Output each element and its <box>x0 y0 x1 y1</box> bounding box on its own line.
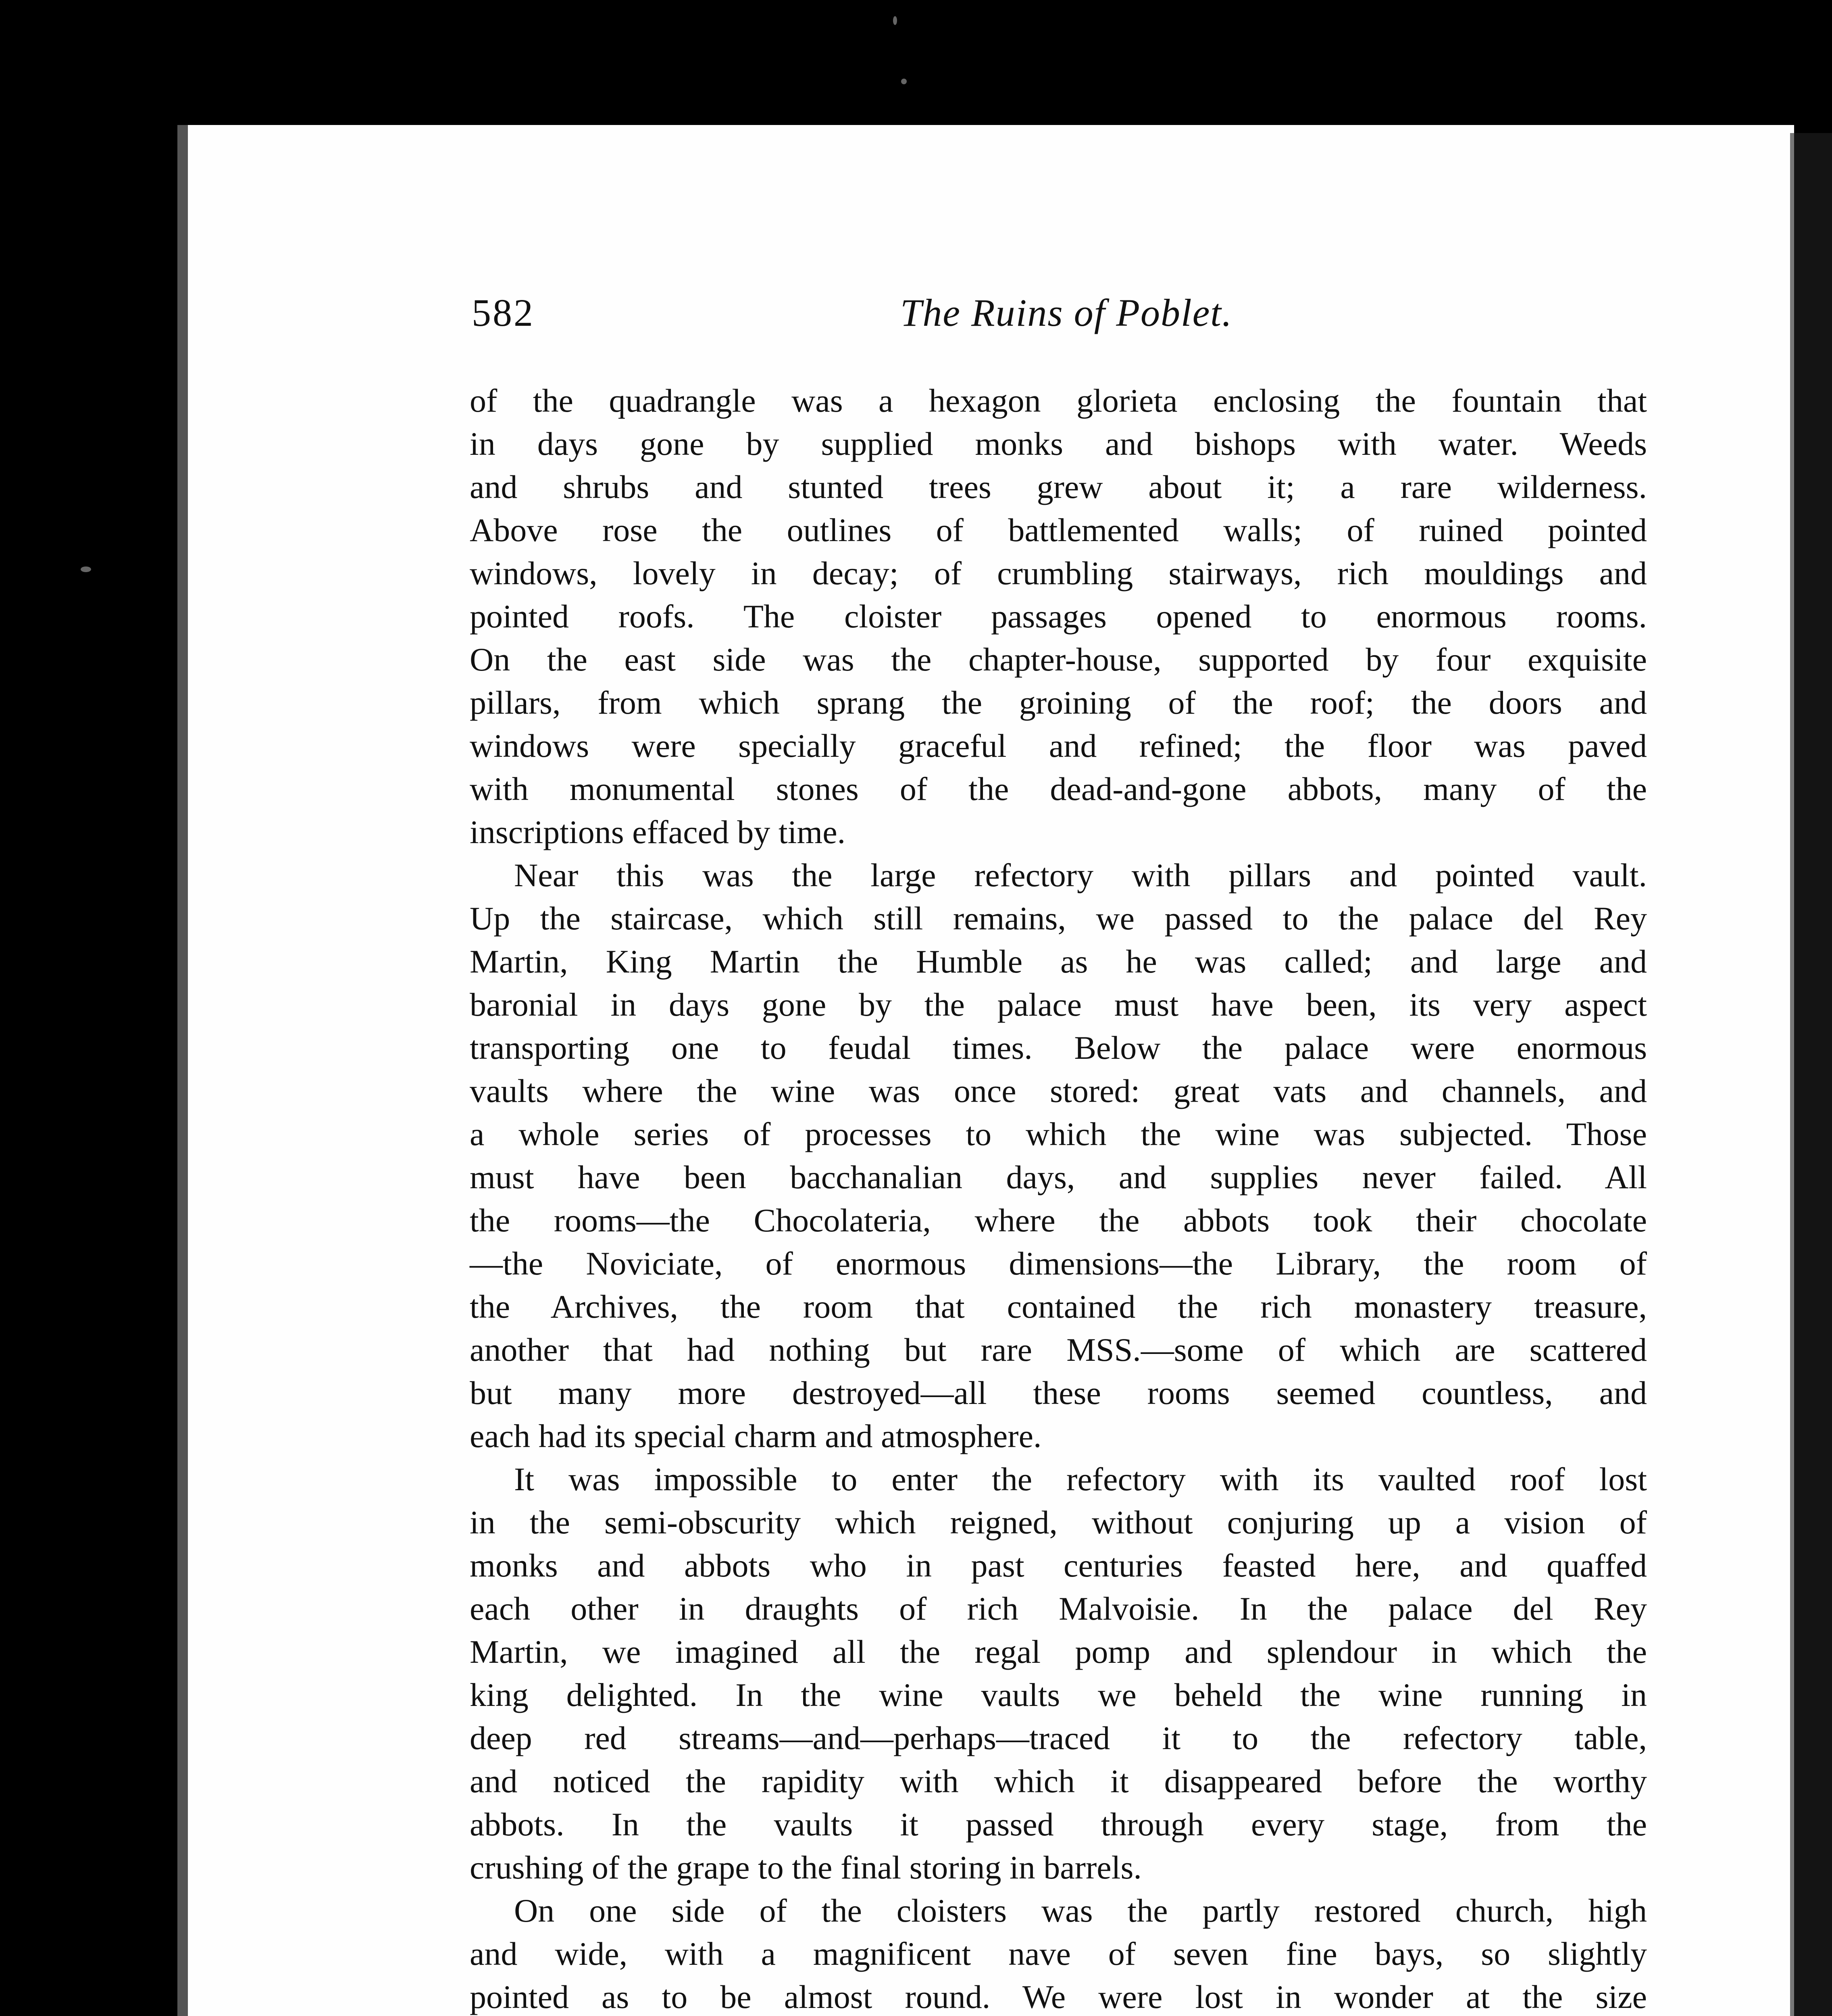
text-line: king delighted. In the wine vaults we beheld the wine running in <box>470 1677 1647 1713</box>
text-line: another that had nothing but rare MSS.—some of which are scattered <box>470 1331 1647 1368</box>
text-line: inscriptions effaced by time. <box>470 814 846 850</box>
dust-speck <box>893 16 897 25</box>
text-line: Martin, we imagined all the regal pomp and splendour in which the <box>470 1633 1647 1670</box>
text-line: and noticed the rapidity with which it disappeared before the worthy <box>470 1763 1647 1799</box>
text-line: Near this was the large refectory with pillars and pointed vault. <box>514 857 1647 893</box>
text-line: and shrubs and stunted trees grew about it; a rare wilderness. <box>470 469 1647 505</box>
text-line: the rooms—the Chocolateria, where the abbots took their chocolate <box>470 1202 1647 1239</box>
text-line: pointed roofs. The cloister passages opened to enormous rooms. <box>470 598 1647 635</box>
text-line: the Archives, the room that contained the rich monastery treasure, <box>470 1288 1647 1325</box>
page-header <box>472 290 1661 343</box>
text-line: abbots. In the vaults it passed through every stage, from the <box>470 1806 1647 1843</box>
text-line: On one side of the cloisters was the partly restored church, high <box>514 1892 1647 1929</box>
text-line: each other in draughts of rich Malvoisie. In the palace del Rey <box>470 1590 1647 1627</box>
text-line: but many more destroyed—all these rooms seemed countless, and <box>470 1375 1647 1411</box>
text-line: deep red streams—and—perhaps—traced it to the refectory table, <box>470 1720 1647 1756</box>
page-number: 582 <box>472 291 535 334</box>
page-gutter-edge <box>1790 133 1832 2016</box>
text-line: in days gone by supplied monks and bishops with water. Weeds <box>470 425 1647 462</box>
paragraph <box>470 1889 1647 2016</box>
text-line: windows were specially graceful and refined; the floor was paved <box>470 727 1647 764</box>
text-line: with monumental stones of the dead-and-gone abbots, many of the <box>470 771 1647 807</box>
text-line: vaults where the wine was once stored: great vats and channels, and <box>470 1073 1647 1109</box>
text-line: crushing of the grape to the final storing in barrels. <box>470 1849 1142 1886</box>
text-line: in the semi-obscurity which reigned, without conjuring up a vision of <box>470 1504 1647 1541</box>
text-line: of the quadrangle was a hexagon glorieta enclosing the fountain that <box>470 382 1647 419</box>
text-line: monks and abbots who in past centuries feasted here, and quaffed <box>470 1547 1647 1584</box>
dust-speck <box>901 79 907 84</box>
text-line: It was impossible to enter the refectory with its vaulted roof lost <box>514 1461 1647 1497</box>
text-line: On the east side was the chapter-house, supported by four exquisite <box>470 641 1647 678</box>
dust-speck <box>81 566 91 572</box>
text-line: pointed as to be almost round. We were lost in wonder at the size <box>470 1979 1647 2015</box>
text-line: —the Noviciate, of enormous dimensions—the Library, the room of <box>470 1245 1647 1282</box>
text-line: windows, lovely in decay; of crumbling stairways, rich mouldings and <box>470 555 1647 591</box>
text-line: Up the staircase, which still remains, we passed to the palace del Rey <box>470 900 1647 937</box>
text-line: and wide, with a magnificent nave of seven fine bays, so slightly <box>470 1935 1647 1972</box>
paragraph <box>470 379 1647 854</box>
paragraph <box>470 1458 1647 1889</box>
text-line: must have been bacchanalian days, and supplies never failed. All <box>470 1159 1647 1195</box>
text-line: pillars, from which sprang the groining of the roof; the doors and <box>470 684 1647 721</box>
body-text <box>470 379 1647 2016</box>
paragraph <box>470 854 1647 1458</box>
text-line: baronial in days gone by the palace must have been, its very aspect <box>470 986 1647 1023</box>
text-line: a whole series of processes to which the wine was subjected. Those <box>470 1116 1647 1152</box>
text-line: transporting one to feudal times. Below the palace were enormous <box>470 1029 1647 1066</box>
text-line: Martin, King Martin the Humble as he was called; and large and <box>470 943 1647 980</box>
text-line: Above rose the outlines of battlemented walls; of ruined pointed <box>470 512 1647 548</box>
text-line: each had its special charm and atmosphere. <box>470 1418 1042 1454</box>
running-title: The Ruins of Poblet. <box>900 291 1232 334</box>
